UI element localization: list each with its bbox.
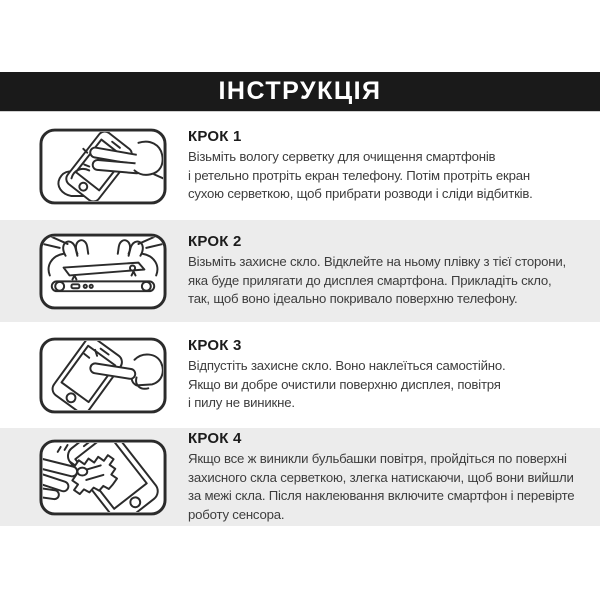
press-glass-on-screen-icon: [38, 336, 168, 415]
step-4-section: [0, 428, 600, 526]
step-2-line: яка буде прилягати до дисплея смартфона. Прикладіть скло,: [188, 272, 552, 288]
step-4-line: Якщо все ж виникли бульбашки повітря, пройдіться по поверхні: [188, 451, 567, 466]
step-3-line: Відпустіть захисне скло. Воно наклеїться самостійно.: [188, 358, 506, 374]
title-banner: [0, 72, 600, 112]
step-3-section: [0, 322, 600, 428]
step-4-illustration-box: [38, 438, 168, 517]
step-1-text: [188, 128, 533, 204]
step-4-label: КРОК 4: [188, 430, 242, 447]
step-3-label: КРОК 3: [188, 337, 242, 355]
step-2-text: [188, 233, 566, 309]
step-1-section: [0, 112, 600, 220]
align-glass-over-phone-icon: [38, 232, 168, 311]
step-2-label: КРОК 2: [188, 233, 242, 251]
step-2-line: так, щоб воно ідеально покривало поверхню телефону.: [188, 291, 518, 307]
step-2-line: Візьміть захисне скло. Відклейте на ньому плівку з тієї сторони,: [188, 254, 566, 270]
step-3-line: Якщо ви добре очистили поверхню дисплея, повітря: [188, 376, 501, 392]
step-3-illustration-box: [38, 336, 168, 415]
step-4-text: [188, 430, 574, 524]
smooth-bubbles-with-cloth-icon: [38, 438, 168, 517]
wipe-phone-with-cloth-icon: [38, 127, 168, 206]
step-1-illustration-box: [38, 127, 168, 206]
step-1-line: Візьміть вологу серветку для очищення смартфонів: [188, 149, 496, 165]
step-4-line: роботу сенсора.: [188, 506, 285, 522]
step-2-illustration-box: [38, 232, 168, 311]
step-2-section: [0, 220, 600, 322]
step-1-label: КРОК 1: [188, 128, 242, 146]
step-3-text: [188, 337, 505, 413]
page-title: ІНСТРУКЦІЯ: [218, 77, 382, 105]
top-margin: [0, 0, 600, 72]
step-1-line: сухою серветкою, щоб прибрати розводи і сліди відбитків.: [188, 186, 533, 202]
step-4-line: за межі скла. Після наклеювання включите смартфон і перевірте: [188, 488, 575, 503]
step-3-line: і пилу не виникне.: [188, 395, 295, 411]
step-1-line: і ретельно протріть екран телефону. Потім протріть екран: [188, 167, 530, 183]
step-4-line: захисного скла серветкою, злегка натискаючи, щоб вони вийшли: [188, 469, 574, 485]
